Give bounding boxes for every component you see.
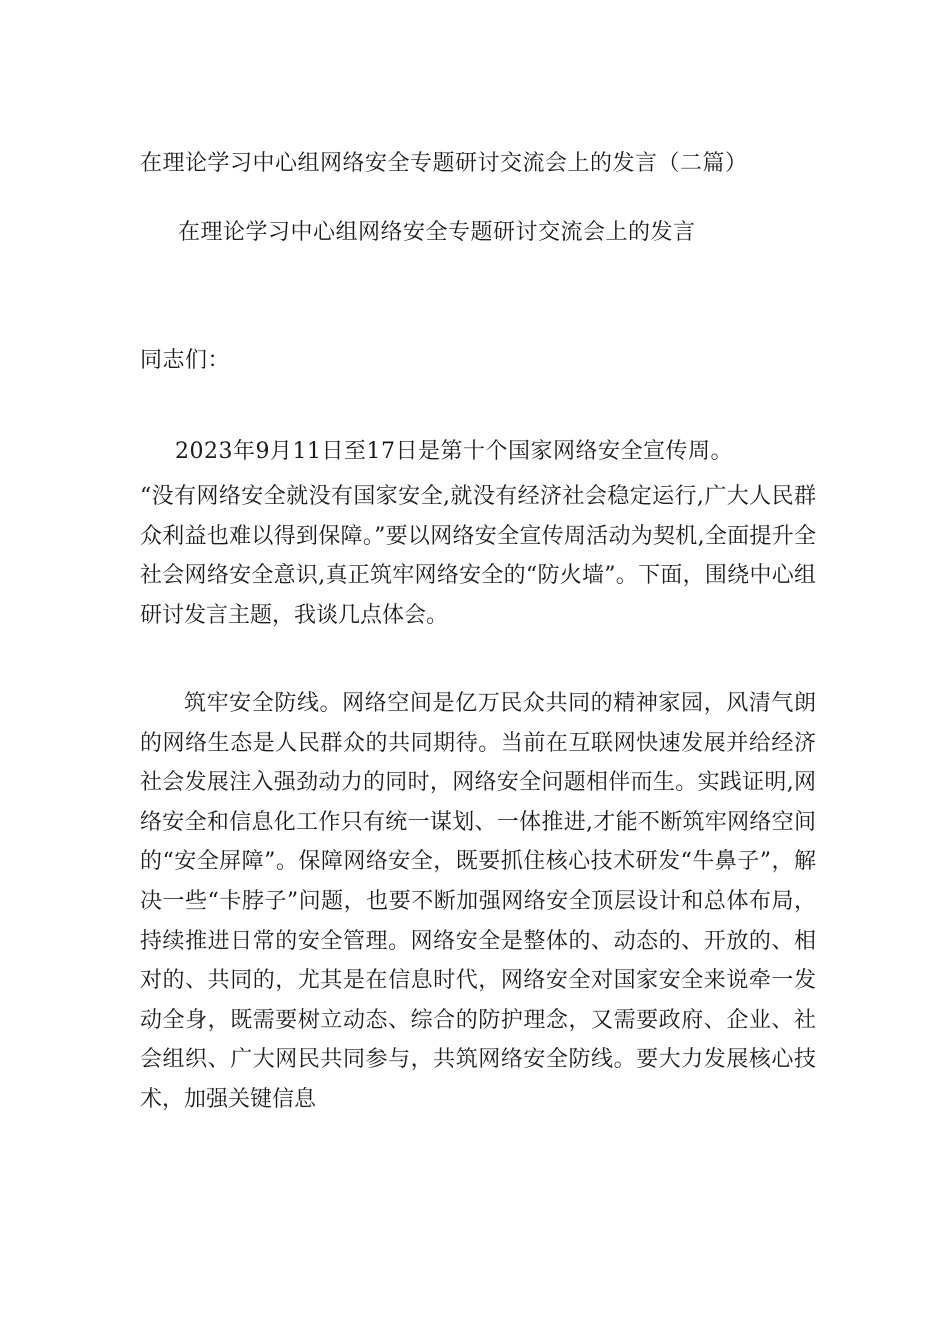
salutation: 同志们： — [140, 348, 231, 373]
document-title: 在理论学习中心组网络安全专题研讨交流会上的发言（二篇） — [140, 151, 748, 176]
paragraph-quote: “没有网络安全就没有国家安全,就没有经济社会稳定运行,广大人民群众利益也难以得到保障。”要以网络安全宣传周活动为契机,全面提升全社会网络安全意识,真正筑牢网络安全的“防火墙”。下面，围绕中心组研讨发言主题，我谈几点体会。 — [140, 484, 816, 628]
paragraph-intro: 2023年9月11日至17日是第十个国家网络安全宣传周。 — [175, 439, 733, 464]
paragraph-body: 筑牢安全防线。网络空间是亿万民众共同的精神家园，风清气朗的网络生态是人民群众的共同期待。当前在互联网快速发展并给经济社会发展注入强劲动力的同时，网络安全问题相伴而生。实践证明,网络安全和信息化工作只有统一谋划、一体推进,才能不断筑牢网络空间的“安全屏障”。保障网络安全，既要抓住核心技术研发“牛鼻子”，解决一些“卡脖子”问题，也要不断加强网络安全顶层设计和总体布局，持续推进日常的安全管理。网络安全是整体的、动态的、开放的、相对的、共同的，尤其是在信息时代，网络安全对国家安全来说牵一发动全身，既需要树立动态、综合的防护理念，又需要政府、企业、社会组织、广大网民共同参与，共筑网络安全防线。要大力发展核心技术，加强关键信息 — [140, 691, 816, 1112]
document-subtitle: 在理论学习中心组网络安全专题研讨交流会上的发言 — [178, 220, 696, 245]
